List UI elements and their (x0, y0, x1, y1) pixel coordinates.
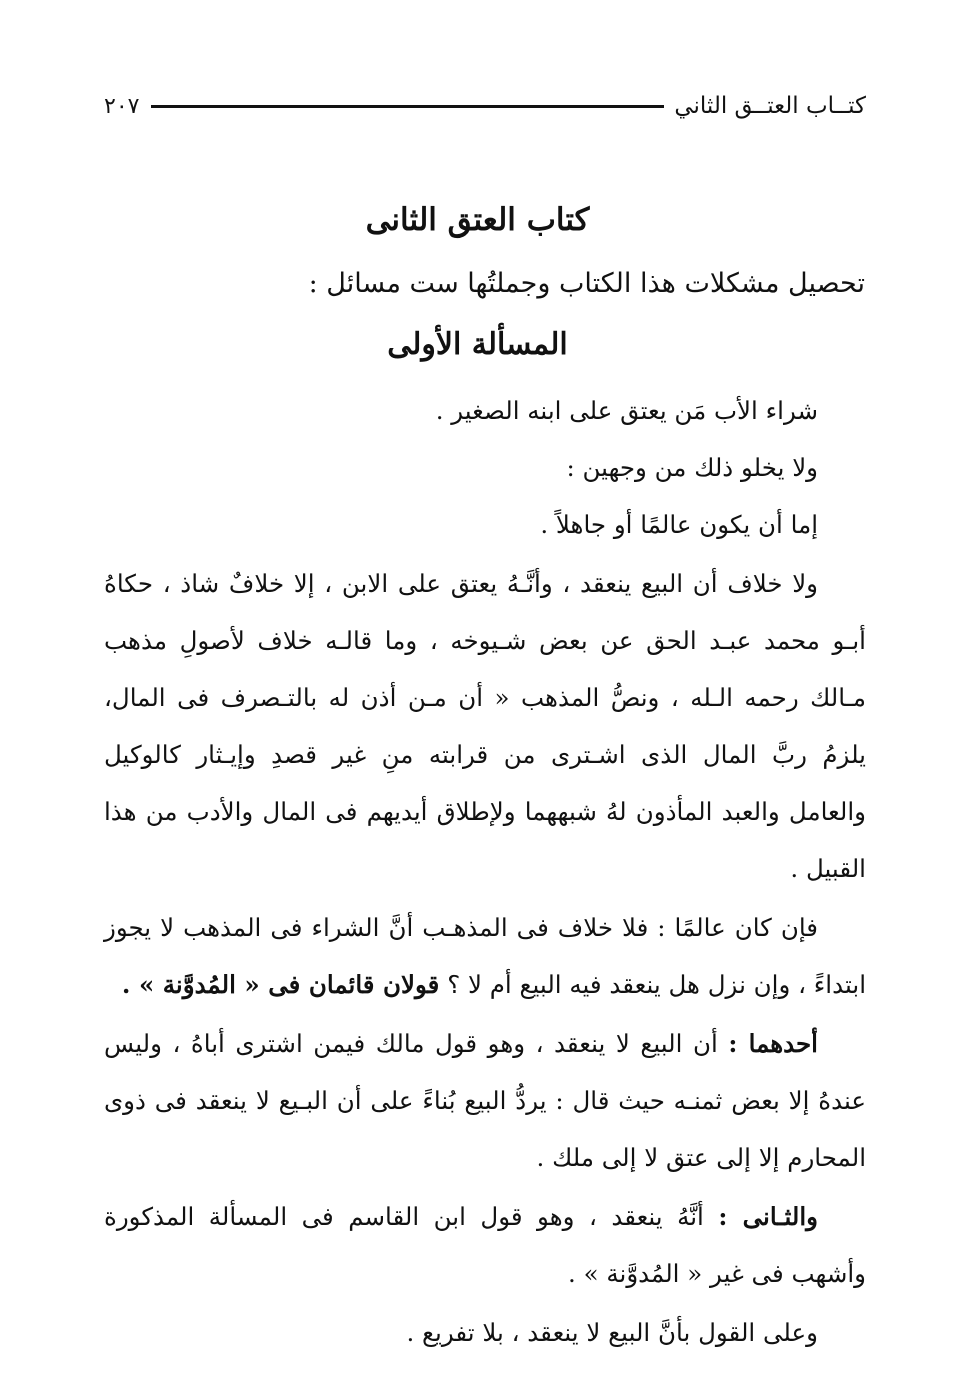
section-title: المسألة الأولى (387, 327, 568, 362)
paragraph-5-bold: قولان قائمان فى « المُدوَّنة » . (121, 970, 440, 999)
chapter-title: كتاب العتق الثانى (365, 202, 590, 238)
header-rule (151, 105, 664, 108)
paragraph-8: وعلى القول بأنَّ البيع لا ينعقد ، بلا تفريع . (406, 1318, 818, 1347)
paragraph-7-text: أنَّهُ ينعقد ، وهو قول ابن القاسم فى المسألة المذكورة وأشهب فى غير « المُدوَّنة » . (104, 1202, 866, 1288)
paragraph-5 (104, 899, 866, 1013)
page-number: ٢٠٧ (104, 93, 140, 119)
paragraph-7-lead: والثـانى : (718, 1202, 819, 1231)
body-text (104, 382, 866, 1361)
running-header-title: كتــاب العتــق الثاني (674, 93, 866, 119)
chapter-summary: تحصيل مشكلات هذا الكتاب وجملتُها ست مسائل : (308, 268, 865, 299)
paragraph-2: ولا يخلو ذلك من وجهين : (566, 453, 818, 482)
paragraph-6 (104, 1015, 866, 1186)
paragraph-3: إما أن يكون عالمًا أو جاهلاً . (540, 510, 818, 539)
running-header (104, 88, 866, 124)
paragraph-7 (104, 1188, 866, 1302)
paragraph-5-text: فإن كان عالمًا : فلا خلاف فى المذهـب أنَّ الشراء فى المذهب لا يجوز ابتداءً ، وإن نزل هل ينعقد فيه البيع أم لا ؟ (104, 913, 866, 999)
paragraph-6-lead: أحدهما : (728, 1029, 818, 1058)
paragraph-6-text: أن البيع لا ينعقد ، وهو قول مالك فيمن اشترى أباهُ ، وليس عندهُ إلا بعض ثمنـه حيث قال : يردُّ البيع بُناءً على أن البـيع لا ينعقد فى ذوى المحارم إلا إلى عتق لا إلى ملك . (104, 1029, 866, 1172)
paragraph-1: شراء الأب مَن يعتق على ابنه الصغير . (435, 396, 818, 425)
paragraph-4: ولا خلاف أن البيع ينعقد ، وأنَّـهُ يعتق على الابن ، إلا خلافٌ شاذ ، حكاهُ أبـو محمد عبـد الحق عن بعض شـيوخه ، وما قالـه خلاف لأصولِ مذهب مـالك رحمه الـله ، ونصُّ المذهب « أن مـن أذن له بالتـصرف فى المال، يلزمُ ربَّ المال الذى اشـترى من قرابته منِ غير قصدِ وإيـثار كالوكيل والعامل والعبد المأذون لهُ شبههما ولإطلاق أيديهم فى المال والأدب من هذا القبيل . (104, 569, 866, 883)
